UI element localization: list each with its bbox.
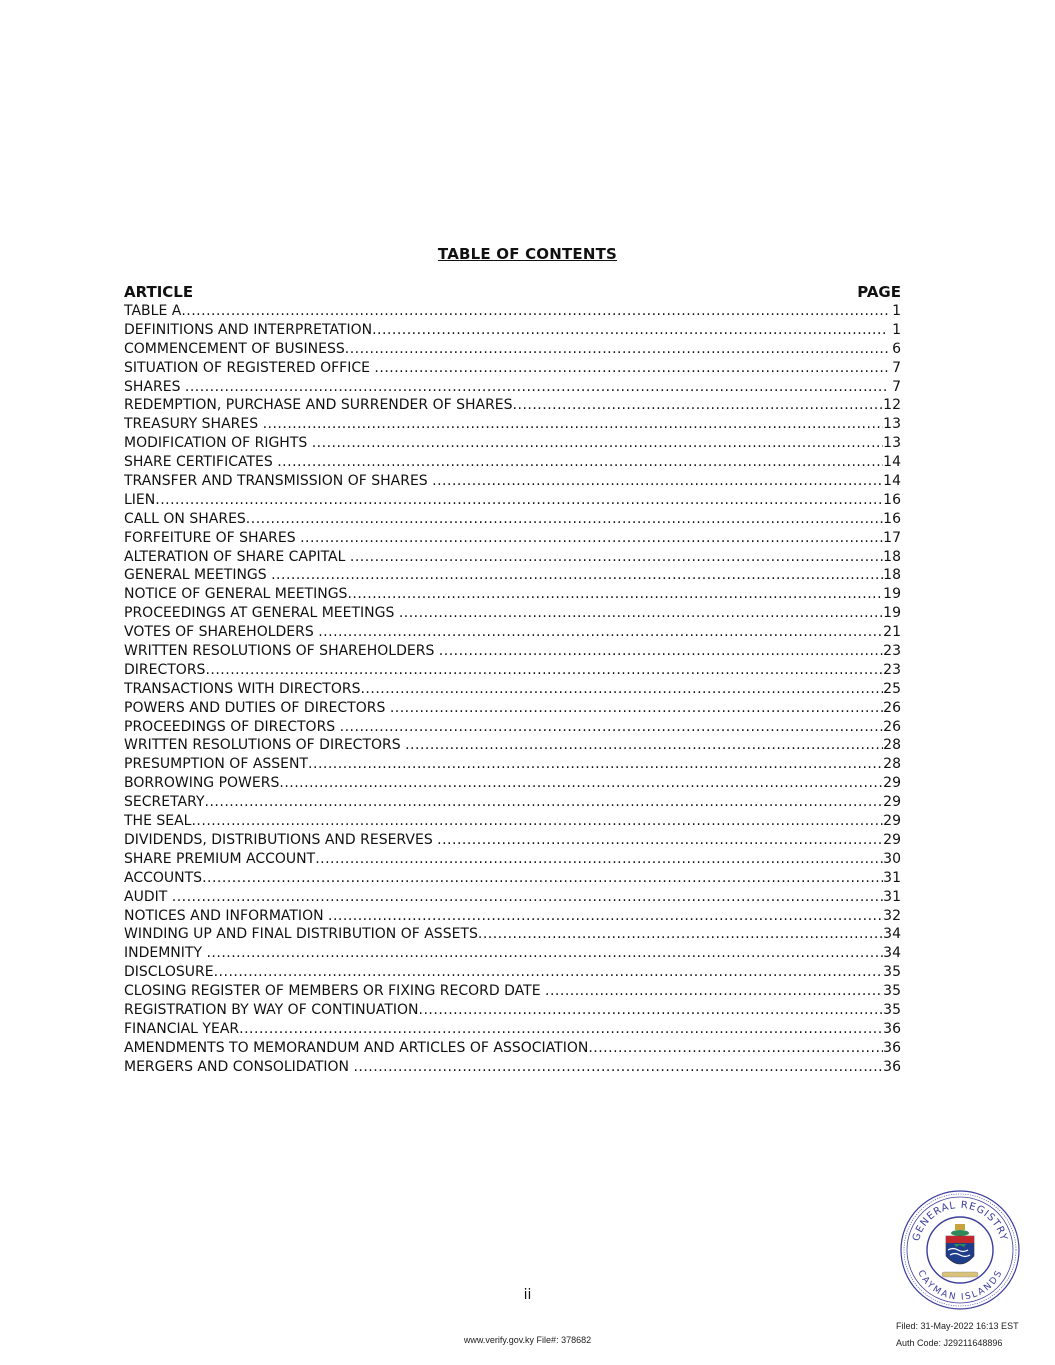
toc-entry-page: 26 <box>883 699 901 716</box>
toc-leader-dots <box>155 491 883 510</box>
toc-entry-page: 21 <box>883 624 901 641</box>
toc-entry-page: 34 <box>883 926 901 943</box>
toc-leader-dots <box>405 736 883 755</box>
toc-entry-page: 30 <box>883 850 901 867</box>
toc-entry <box>124 378 901 397</box>
toc-entry <box>124 1020 901 1039</box>
toc-entry-page: 35 <box>883 964 901 981</box>
toc-leader-dots <box>419 1001 884 1020</box>
toc-leader-dots <box>271 566 883 585</box>
toc-entry <box>124 623 901 642</box>
toc-entry <box>124 755 901 774</box>
toc-entry-page: 23 <box>883 643 901 660</box>
toc-entry-label: INDEMNITY <box>124 945 207 962</box>
page-title: TABLE OF CONTENTS <box>437 245 618 263</box>
page-column-header: PAGE <box>857 283 901 301</box>
toc-entry-label: DISCLOSURE <box>124 964 214 981</box>
toc-entry-page: 19 <box>883 586 901 603</box>
toc-leader-dots <box>172 888 883 907</box>
toc-leader-dots <box>345 340 888 359</box>
toc-entry-page: 18 <box>883 567 901 584</box>
toc-entry-label: AUDIT <box>124 888 172 905</box>
toc-entry-label: PROCEEDINGS OF DIRECTORS <box>124 718 340 735</box>
toc-leader-dots <box>439 642 883 661</box>
toc-entry-page: 35 <box>883 983 901 1000</box>
toc-entry-page: 16 <box>883 491 901 508</box>
toc-entry <box>124 793 901 812</box>
toc-entry-page: 17 <box>883 529 901 546</box>
toc-entry-label: AMENDMENTS TO MEMORANDUM AND ARTICLES OF ASSOCIATION <box>124 1039 589 1056</box>
toc-entry-page: 31 <box>883 869 901 886</box>
toc-entry-page: 12 <box>883 397 901 414</box>
toc-entry-label: POWERS AND DUTIES OF DIRECTORS <box>124 699 390 716</box>
toc-entry <box>124 642 901 661</box>
toc-entry <box>124 302 901 321</box>
toc-entry-label: FINANCIAL YEAR <box>124 1020 240 1037</box>
toc-leader-dots <box>347 585 883 604</box>
toc-header <box>124 283 901 302</box>
toc-entry-label: ALTERATION OF SHARE CAPITAL <box>124 548 350 565</box>
toc-entry <box>124 831 901 850</box>
toc-entry-label: SHARES <box>124 378 185 395</box>
toc-leader-dots <box>308 755 883 774</box>
toc-entry-label: VOTES OF SHAREHOLDERS <box>124 624 319 641</box>
toc-leader-dots <box>191 812 883 831</box>
toc-entry-page: 7 <box>887 359 901 376</box>
toc-entry-page: 25 <box>883 680 901 697</box>
toc-entry-page: 28 <box>883 756 901 773</box>
toc-entry-label: MODIFICATION OF RIGHTS <box>124 435 312 452</box>
toc-entry <box>124 415 901 434</box>
toc-entry-label: DIRECTORS <box>124 661 206 678</box>
toc-entry <box>124 359 901 378</box>
toc-entry-label: SHARE CERTIFICATES <box>124 454 278 471</box>
toc-entry-page: 18 <box>883 548 901 565</box>
toc-entry-label: DIVIDENDS, DISTRIBUTIONS AND RESERVES <box>124 831 438 848</box>
toc-leader-dots <box>239 1020 883 1039</box>
toc-entry <box>124 1058 901 1077</box>
toc-leader-dots <box>300 529 883 548</box>
toc-entry <box>124 963 901 982</box>
toc-entry <box>124 925 901 944</box>
toc-entry <box>124 491 901 510</box>
toc-entry-label: PRESUMPTION OF ASSENT <box>124 756 309 773</box>
toc-entry-page: 36 <box>883 1039 901 1056</box>
seal-top-text: GENERAL REGISTRY <box>910 1199 1009 1243</box>
toc-leader-dots <box>205 661 883 680</box>
toc-entry <box>124 661 901 680</box>
toc-leader-dots <box>432 472 883 491</box>
toc-entry-label: BORROWING POWERS <box>124 775 280 792</box>
toc-entry <box>124 396 901 415</box>
toc-entry <box>124 850 901 869</box>
toc-entry-page: 29 <box>883 813 901 830</box>
toc-leader-dots <box>545 982 883 1001</box>
toc-entry <box>124 699 901 718</box>
footer-verify-url: www.verify.gov.ky File#: 378682 <box>463 1335 592 1345</box>
filed-date: Filed: 31-May-2022 16:13 EST <box>896 1321 1019 1331</box>
toc-entry <box>124 529 901 548</box>
toc-entry <box>124 944 901 963</box>
toc-entry <box>124 736 901 755</box>
toc-entry <box>124 548 901 567</box>
toc-entry-page: 29 <box>883 775 901 792</box>
toc-leader-dots <box>202 869 883 888</box>
toc-leader-dots <box>513 396 884 415</box>
toc-entry <box>124 321 901 340</box>
toc-leader-dots <box>350 548 883 567</box>
toc-entry-page: 29 <box>883 831 901 848</box>
toc-entry-page: 14 <box>883 473 901 490</box>
toc-entry <box>124 680 901 699</box>
toc-entry-label: SHARE PREMIUM ACCOUNT <box>124 850 316 867</box>
toc-entry <box>124 888 901 907</box>
toc-entry <box>124 604 901 623</box>
toc-entry <box>124 585 901 604</box>
toc-entry-page: 19 <box>883 605 901 622</box>
toc-leader-dots <box>588 1039 883 1058</box>
toc-entry <box>124 340 901 359</box>
toc-entry-label: TABLE A <box>124 303 182 319</box>
toc-leader-dots <box>279 774 883 793</box>
toc-entry-page: 13 <box>883 435 901 452</box>
toc-entry-label: TREASURY SHARES <box>124 416 263 433</box>
toc-entry-label: WRITTEN RESOLUTIONS OF DIRECTORS <box>124 737 406 754</box>
toc-entry-label: LIEN <box>124 491 156 508</box>
general-registry-seal-icon <box>898 1188 1022 1312</box>
toc-entry-page: 34 <box>883 945 901 962</box>
table-of-contents <box>124 283 901 1077</box>
toc-leader-dots <box>399 604 883 623</box>
toc-leader-dots <box>206 944 883 963</box>
toc-leader-dots <box>318 623 883 642</box>
toc-entry-label: WINDING UP AND FINAL DISTRIBUTION OF ASSETS <box>124 926 478 943</box>
toc-leader-dots <box>263 415 884 434</box>
toc-entry-page: 7 <box>887 378 901 395</box>
toc-entry <box>124 907 901 926</box>
toc-entry-page: 32 <box>883 907 901 924</box>
toc-leader-dots <box>372 321 888 340</box>
toc-entry-label: TRANSFER AND TRANSMISSION OF SHARES <box>124 473 433 490</box>
toc-leader-dots <box>353 1058 883 1077</box>
toc-leader-dots <box>312 434 883 453</box>
toc-entry-label: REGISTRATION BY WAY OF CONTINUATION <box>124 1001 419 1018</box>
toc-leader-dots <box>246 510 883 529</box>
toc-entry-label: TRANSACTIONS WITH DIRECTORS <box>124 680 361 697</box>
toc-entry-label: SECRETARY <box>124 794 205 811</box>
toc-entry-label: FORFEITURE OF SHARES <box>124 529 301 546</box>
toc-entry-label: SITUATION OF REGISTERED OFFICE <box>124 359 375 376</box>
toc-entry-page: 26 <box>883 718 901 735</box>
toc-leader-dots <box>185 378 888 397</box>
seal-bottom-text: CAYMAN ISLANDS <box>915 1268 1005 1303</box>
toc-entry-label: THE SEAL <box>124 813 192 830</box>
page-number: ii <box>523 1287 532 1303</box>
toc-entry-label: COMMENCEMENT OF BUSINESS <box>124 340 345 357</box>
toc-entry-label: WRITTEN RESOLUTIONS OF SHAREHOLDERS <box>124 643 439 660</box>
toc-leader-dots <box>390 699 883 718</box>
toc-entry <box>124 774 901 793</box>
toc-entry <box>124 434 901 453</box>
toc-entry-page: 23 <box>883 661 901 678</box>
toc-entry-label: ACCOUNTS <box>124 869 203 886</box>
toc-leader-dots <box>181 302 887 321</box>
toc-entry-label: CLOSING REGISTER OF MEMBERS OR FIXING RECORD DATE <box>124 983 546 1000</box>
toc-entry-page: 31 <box>883 888 901 905</box>
toc-entry-page: 35 <box>883 1001 901 1018</box>
toc-entry-page: 16 <box>883 510 901 527</box>
toc-entry-page: 28 <box>883 737 901 754</box>
toc-leader-dots <box>328 907 883 926</box>
toc-entry <box>124 982 901 1001</box>
toc-entry <box>124 869 901 888</box>
toc-entry-label: NOTICE OF GENERAL MEETINGS <box>124 586 348 603</box>
toc-entry-page: 29 <box>883 794 901 811</box>
toc-entry-page: 13 <box>883 416 901 433</box>
toc-entry-label: DEFINITIONS AND INTERPRETATION <box>124 321 373 338</box>
toc-entry <box>124 453 901 472</box>
toc-entry <box>124 718 901 737</box>
toc-entry-page: 6 <box>887 340 901 357</box>
toc-leader-dots <box>315 850 883 869</box>
toc-leader-dots <box>478 925 883 944</box>
toc-entry-label: GENERAL MEETINGS <box>124 567 272 584</box>
toc-entry <box>124 566 901 585</box>
toc-entries <box>124 302 901 1077</box>
toc-entry-label: PROCEEDINGS AT GENERAL MEETINGS <box>124 605 399 622</box>
article-column-header: ARTICLE <box>124 283 194 301</box>
toc-entry <box>124 1001 901 1020</box>
toc-entry-page: 1 <box>887 303 901 319</box>
toc-entry-label: REDEMPTION, PURCHASE AND SURRENDER OF SHARES <box>124 397 513 414</box>
filing-stamp <box>896 1318 1026 1352</box>
toc-entry-page: 14 <box>883 454 901 471</box>
toc-leader-dots <box>205 793 884 812</box>
toc-entry-page: 36 <box>883 1020 901 1037</box>
toc-leader-dots <box>340 718 884 737</box>
toc-leader-dots <box>360 680 883 699</box>
toc-entry <box>124 510 901 529</box>
toc-leader-dots <box>214 963 884 982</box>
toc-entry <box>124 812 901 831</box>
toc-entry-page: 1 <box>887 321 901 338</box>
toc-entry-label: NOTICES AND INFORMATION <box>124 907 329 924</box>
toc-leader-dots <box>374 359 887 378</box>
toc-leader-dots <box>437 831 883 850</box>
toc-entry <box>124 1039 901 1058</box>
auth-code: Auth Code: J29211648896 <box>896 1338 1003 1348</box>
toc-entry-page: 36 <box>883 1058 901 1075</box>
toc-entry <box>124 472 901 491</box>
toc-entry-label: MERGERS AND CONSOLIDATION <box>124 1058 354 1075</box>
toc-entry-label: CALL ON SHARES <box>124 510 246 527</box>
toc-leader-dots <box>277 453 883 472</box>
